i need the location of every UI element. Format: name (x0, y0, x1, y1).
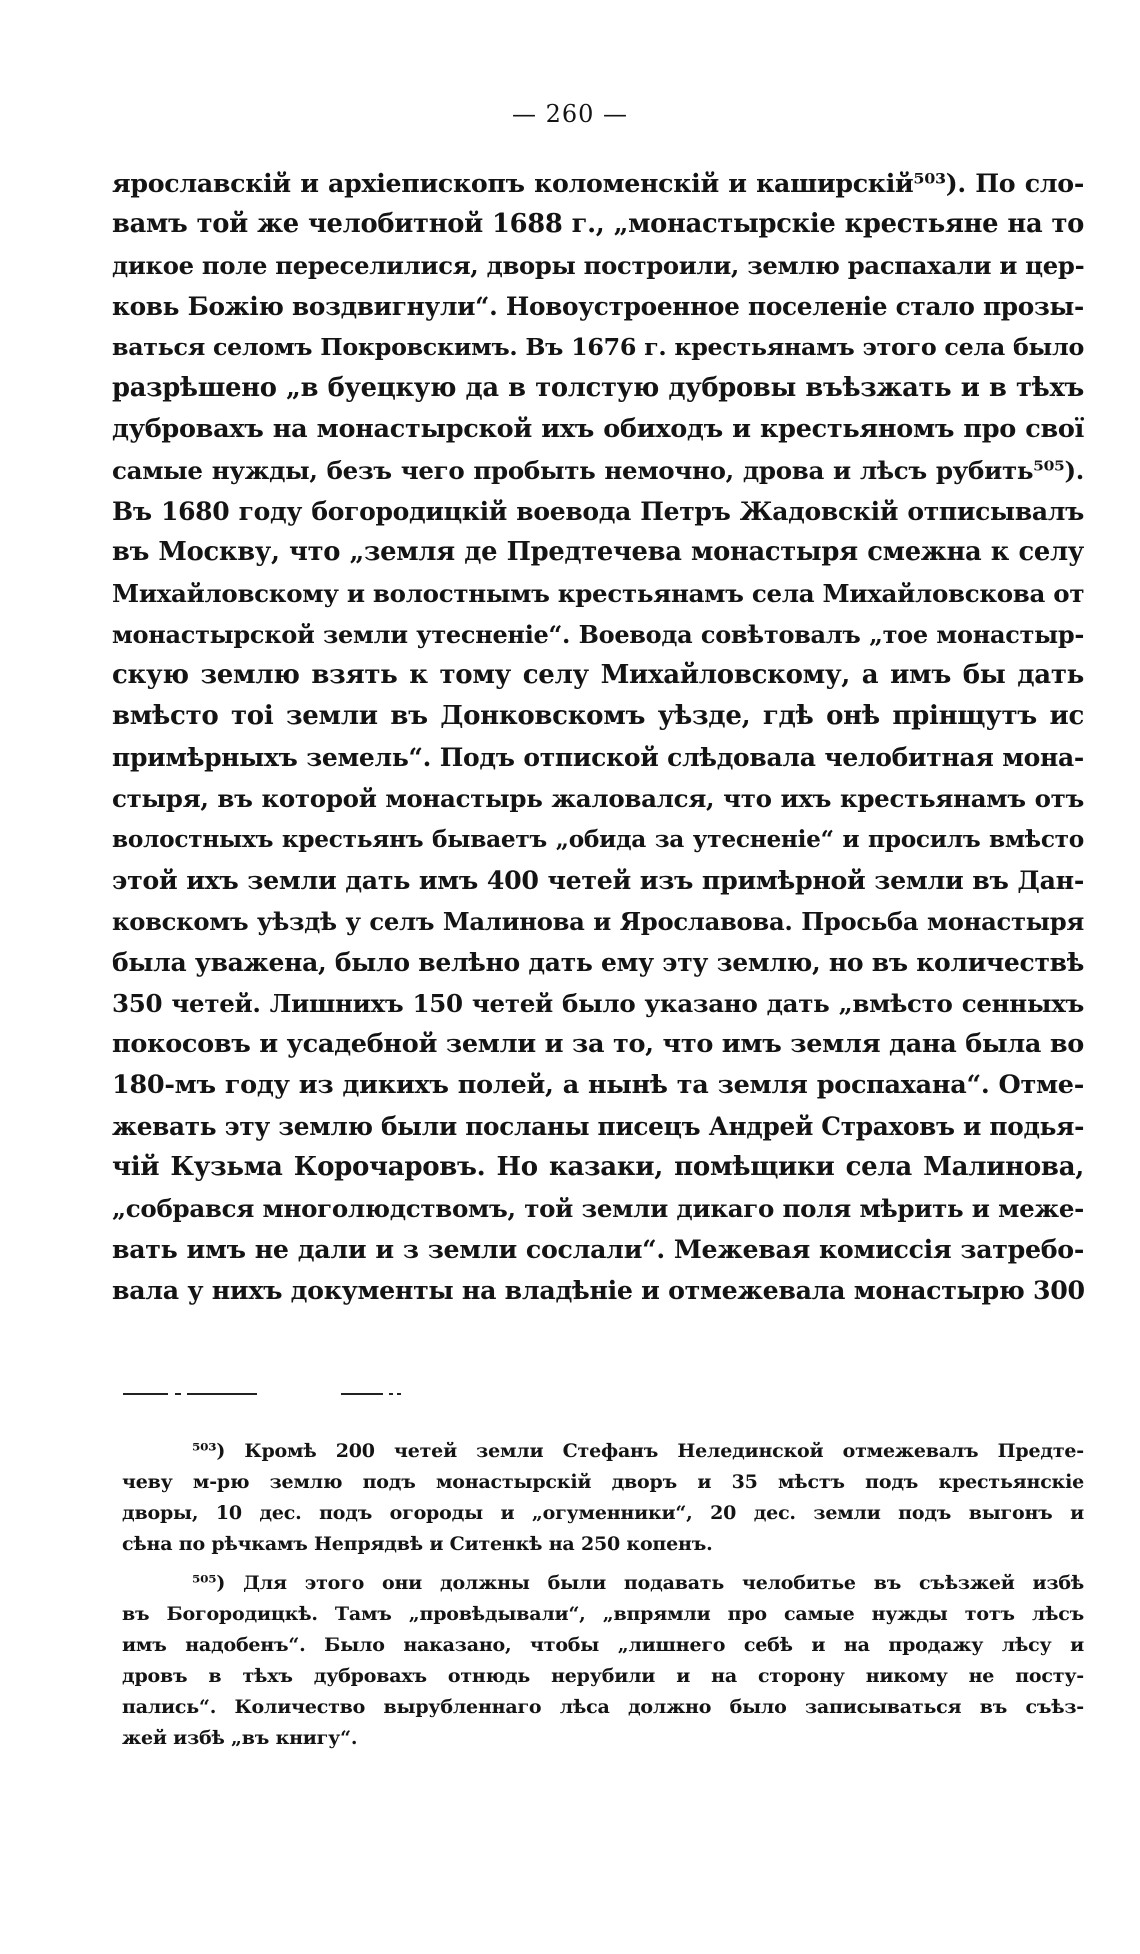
footnote-line: ⁵⁰³) Кромѣ 200 четей земли Стефанъ Нелединской отмежевалъ Предте- (192, 1440, 1084, 1462)
footnote-line: сѣна по рѣчкамъ Непрядвѣ и Ситенкѣ на 250 копенъ. (122, 1533, 713, 1555)
footnote-line: дровъ в тѣхъ дубровахъ отнюдь нерубили и на сторону никому не посту- (122, 1665, 1084, 1687)
text-line: стыря, въ которой монастырь жаловался, что ихъ крестьянамъ отъ (112, 784, 1084, 813)
text-line: Въ 1680 году богородицкій воевода Петръ Жадовскій отписывалъ (112, 497, 1084, 526)
footnote-line: ⁵⁰⁵) Для этого они должны были подавать челобитье въ съѣзжей избѣ (192, 1572, 1084, 1594)
text-line: Михайловскому и волостнымъ крестьянамъ села Михайловскова от (112, 579, 1085, 608)
text-line: жевать эту землю были посланы писецъ Андрей Страховъ и подья- (112, 1112, 1085, 1141)
text-line: самые нужды, безъ чего пробыть немочно, дрова и лѣсъ рубить⁵⁰⁵). (112, 456, 1084, 485)
text-line: примѣрныхъ земель“. Подъ отпиской слѣдовала челобитная мона- (112, 743, 1084, 772)
text-line: волостныхъ крестьянъ бываетъ „обида за утесненіе“ и просилъ вмѣсто (112, 826, 1084, 853)
text-line: ярославскій и архіепископъ коломенскій и каширскій⁵⁰³). По сло- (112, 168, 1084, 198)
text-line: въ Москву, что „земля де Предтечева монастыря смежна к селу (112, 537, 1084, 567)
text-line: чій Кузьма Корочаровъ. Но казаки, помѣщики села Малинова, (112, 1152, 1084, 1182)
footnote-line: имъ надобенъ“. Было наказано, чтобы „лишнего себѣ и на продажу лѣсу и (122, 1634, 1084, 1656)
text-line: ковь Божію воздвигнули“. Новоустроенное поселеніе стало прозы- (112, 292, 1084, 321)
text-line: скую землю взять к тому селу Михайловскому, а имъ бы дать (112, 660, 1084, 690)
text-line: этой ихъ земли дать имъ 400 четей изъ примѣрной земли въ Дан- (112, 865, 1084, 895)
footnotes (122, 1436, 1084, 1754)
text-line: „собрався многолюдствомъ, той земли дикаго поля мѣрить и меже- (112, 1194, 1084, 1223)
text-line: была уважена, было велѣно дать ему эту землю, но въ количествѣ (112, 948, 1084, 977)
text-line: вамъ той же челобитной 1688 г., „монастырскіе крестьяне на то (112, 209, 1084, 239)
text-line: дубровахъ на монастырской ихъ обиходъ и крестьяномъ про свої (112, 414, 1084, 444)
text-line: покосовъ и усадебной земли и за то, что имъ земля дана была во (112, 1029, 1084, 1059)
footnote-line: пались“. Количество вырубленнаго лѣса должно было записываться въ съѣз- (122, 1696, 1084, 1718)
text-line: дикое поле переселилися, дворы построили, землю распахали и цер- (112, 251, 1085, 280)
footnote-505 (122, 1568, 1084, 1754)
page-number: — 260 — (511, 100, 629, 128)
footnote-separator (123, 1393, 423, 1395)
footnote-503 (122, 1436, 1084, 1560)
footnote-line: жей избѣ „въ книгу“. (122, 1727, 358, 1749)
footnote-line: въ Богородицкѣ. Тамъ „провѣдывали“, „впрямли про самые нужды тотъ лѣсъ (122, 1603, 1084, 1625)
footnote-line: дворы, 10 дес. подъ огороды и „огуменники“, 20 дес. земли подъ выгонъ и (122, 1502, 1084, 1524)
main-text (112, 163, 1084, 1311)
text-line: вмѣсто тоі земли въ Донковскомъ уѣзде, гдѣ онѣ прінщутъ ис (112, 701, 1084, 731)
text-line: разрѣшено „в буецкую да в толстую дубровы въѣзжать и в тѣхъ (112, 373, 1084, 403)
text-line: вать имъ не дали и з земли сослали“. Межевая комиссія затребо- (112, 1234, 1084, 1264)
text-line: ваться селомъ Покровскимъ. Въ 1676 г. крестьянамъ этого села было (112, 333, 1084, 361)
text-line: ковскомъ уѣздѣ у селъ Малинова и Ярославова. Просьба монастыря (112, 907, 1084, 936)
text-line: 180-мъ году из дикихъ полей, а нынѣ та земля роспахана“. Отме- (112, 1070, 1084, 1100)
text-line: вала у нихъ документы на владѣніе и отмежевала монастырю 300 (112, 1275, 1085, 1305)
text-line: 350 четей. Лишнихъ 150 четей было указано дать „вмѣсто сенныхъ (112, 989, 1084, 1018)
footnote-line: чеву м-рю землю подъ монастырскій дворъ и 35 мѣстъ подъ крестьянскіе (122, 1471, 1084, 1493)
text-line: монастырской земли утесненіе“. Воевода совѣтовалъ „тое монастыр- (112, 620, 1084, 649)
